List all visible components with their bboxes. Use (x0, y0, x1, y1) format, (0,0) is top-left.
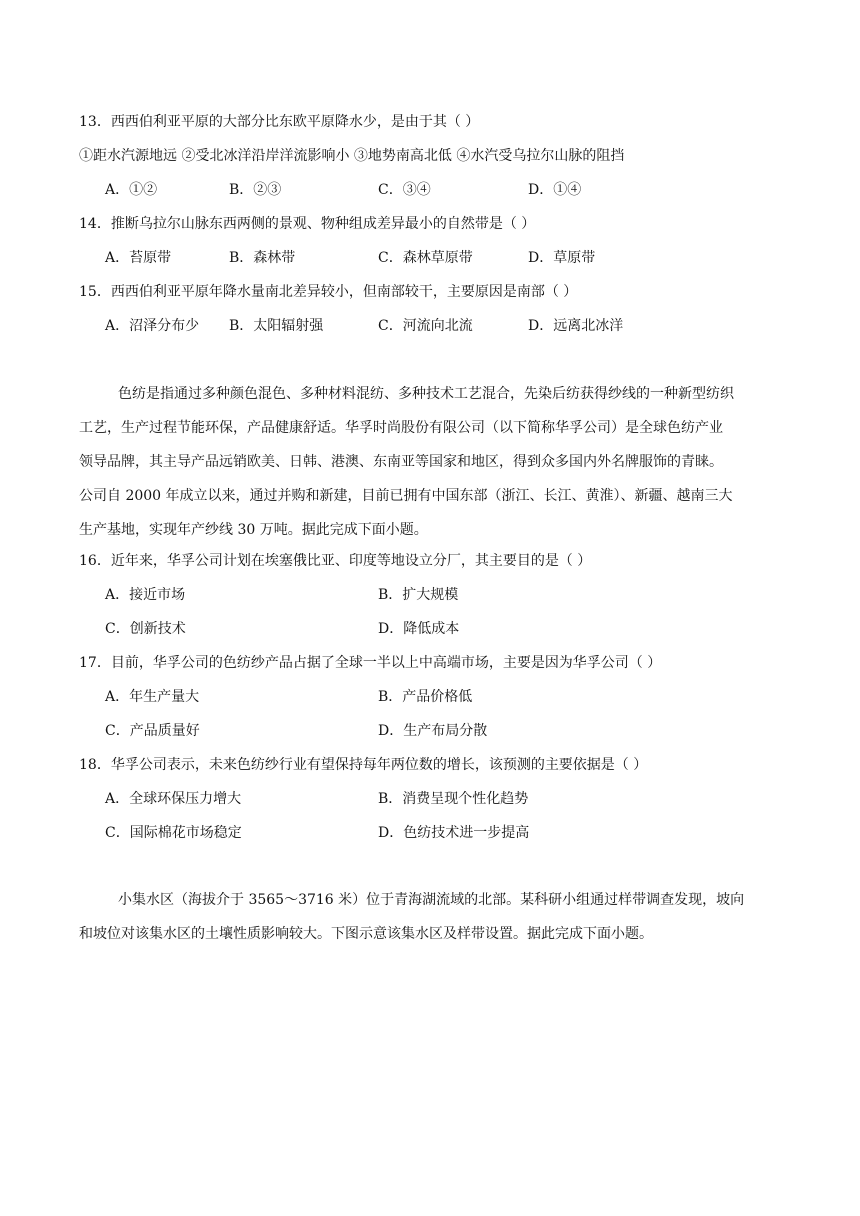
passage1-line-1: 色纺是指通过多种颜色混色、多种材料混纺、多种技术工艺混合，先染后纺获得纱线的一种新型纺织 (118, 386, 734, 402)
q17-option-b: B．产品价格低 (378, 689, 473, 705)
passage1-line-3: 领导品牌，其主导产品远销欧美、日韩、港澳、东南亚等国家和地区，得到众多国内外名牌服饰的青睐。 (79, 454, 723, 470)
q15-option-c: C．河流向北流 (378, 318, 473, 334)
q16-option-a: A．接近市场 (105, 587, 186, 603)
q17-option-c: C．产品质量好 (105, 723, 200, 739)
q18-option-a: A．全球环保压力增大 (105, 791, 242, 807)
q14-option-d: D．草原带 (528, 250, 596, 266)
q15-option-a: A．沼泽分布少 (105, 318, 200, 334)
q15-option-b: B．太阳辐射强 (229, 318, 324, 334)
q18-stem: 18．华孚公司表示，未来色纺纱行业有望保持每年两位数的增长，该预测的主要依据是（ ） (79, 757, 648, 773)
q18-option-d: D．色纺技术进一步提高 (378, 825, 530, 841)
q15-option-d: D．远离北冰洋 (528, 318, 624, 334)
q18-option-c: C．国际棉花市场稳定 (105, 825, 242, 841)
q13-option-a: A．①② (105, 182, 158, 198)
q14-stem: 14．推断乌拉尔山脉东西两侧的景观、物种组成差异最小的自然带是（ ） (79, 216, 536, 232)
q13-option-c: C．③④ (378, 182, 431, 198)
passage2-line-1: 小集水区（海拔介于 3565～3716 米）位于青海湖流域的北部。某科研小组通过样带调查发现，坡向 (118, 892, 745, 908)
q13-option-d: D．①④ (528, 182, 582, 198)
q15-stem: 15．西西伯利亚平原年降水量南北差异较小，但南部较干，主要原因是南部（ ） (79, 284, 578, 300)
passage1-line-4: 公司自 2000 年成立以来，通过并购和新建，目前已拥有中国东部（浙江、长江、黄淮）、新疆、越南三大 (79, 488, 733, 504)
q13-option-b: B．②③ (229, 182, 282, 198)
q13-stem: 13．西西伯利亚平原的大部分比东欧平原降水少，是由于其（ ） (79, 114, 480, 130)
q13-facts: ①距水汽源地远 ②受北冰洋沿岸洋流影响小 ③地势南高北低 ④水汽受乌拉尔山脉的阻挡 (79, 148, 625, 164)
q14-option-b: B．森林带 (229, 250, 296, 266)
q17-option-a: A．年生产量大 (105, 689, 200, 705)
q16-option-d: D．降低成本 (378, 621, 460, 637)
q14-option-a: A．苔原带 (105, 250, 172, 266)
q17-option-d: D．生产布局分散 (378, 723, 488, 739)
q18-option-b: B．消费呈现个性化趋势 (378, 791, 529, 807)
passage-colored-yarn (79, 377, 789, 547)
q16-option-b: B．扩大规模 (378, 587, 459, 603)
passage2-line-2: 和坡位对该集水区的土壤性质影响较大。下图示意该集水区及样带设置。据此完成下面小题。 (79, 926, 653, 942)
q14-option-c: C．森林草原带 (378, 250, 473, 266)
passage1-line-5: 生产基地，实现年产纱线 30 万吨。据此完成下面小题。 (79, 522, 428, 538)
q17-stem: 17．目前，华孚公司的色纺纱产品占据了全球一半以上中高端市场，主要是因为华孚公司（ ） (79, 655, 662, 671)
passage-catchment (79, 883, 789, 951)
q16-option-c: C．创新技术 (105, 621, 186, 637)
passage1-line-2: 工艺，生产过程节能环保，产品健康舒适。华孚时尚股份有限公司（以下简称华孚公司）是全球色纺产业 (79, 420, 723, 436)
q16-stem: 16．近年来，华孚公司计划在埃塞俄比亚、印度等地设立分厂，其主要目的是（ ） (79, 553, 592, 569)
